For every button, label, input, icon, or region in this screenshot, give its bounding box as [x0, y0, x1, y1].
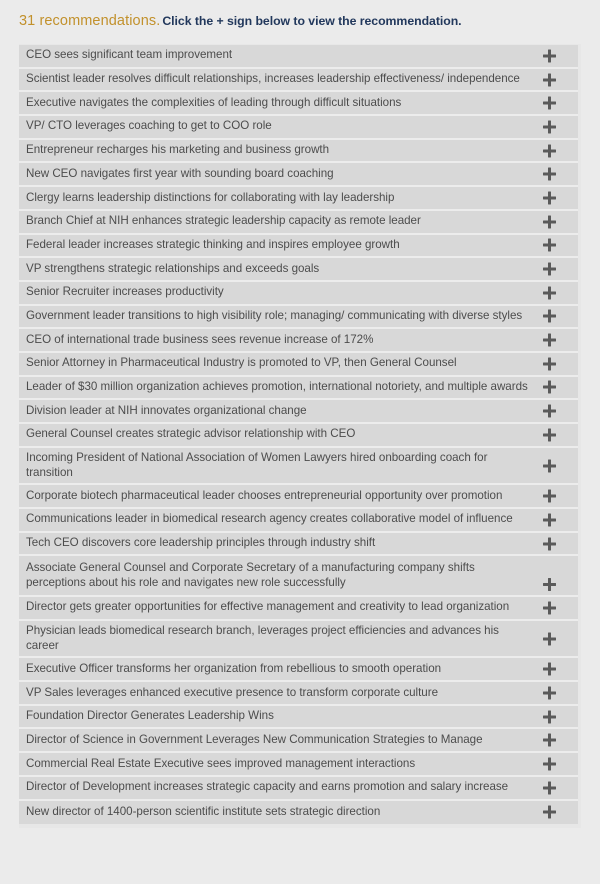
list-item-label: VP strengthens strategic relationships and exceeds goals: [26, 261, 320, 275]
list-item[interactable]: [19, 729, 578, 753]
list-item[interactable]: [19, 777, 578, 801]
list-item-label: Director of Development increases strategic capacity and earns promotion and salary increase: [26, 780, 509, 794]
plus-icon[interactable]: [543, 578, 556, 591]
list-item-label: Scientist leader resolves difficult relationships, increases leadership effectiveness/ independence: [26, 72, 520, 86]
plus-icon[interactable]: [543, 263, 556, 276]
list-item-label: Director gets greater opportunities for effective management and creativity to lead organization: [26, 600, 510, 614]
list-item-label: Senior Recruiter increases productivity: [26, 285, 224, 299]
page-header: [19, 11, 579, 31]
plus-icon[interactable]: [543, 513, 556, 526]
list-item-label: New director of 1400-person scientific institute sets strategic direction: [26, 804, 381, 818]
plus-icon[interactable]: [543, 663, 556, 676]
list-item[interactable]: [19, 235, 578, 259]
list-item[interactable]: [19, 658, 578, 682]
list-item-label: Associate General Counsel and Corporate Secretary of a manufacturing company shifts perceptions about his role and navigates new role successfully: [26, 561, 475, 590]
list-item[interactable]: [19, 682, 578, 706]
list-item[interactable]: [19, 211, 578, 235]
plus-icon[interactable]: [543, 490, 556, 503]
plus-icon[interactable]: [543, 168, 556, 181]
list-item[interactable]: [19, 485, 578, 509]
plus-icon[interactable]: [543, 781, 556, 794]
list-item-label: Director of Science in Government Leverages New Communication Strategies to Manage: [26, 732, 483, 746]
list-item-label: Executive Officer transforms her organization from rebellious to smooth operation: [26, 661, 442, 675]
recommendations-list: [19, 45, 578, 824]
plus-icon[interactable]: [543, 806, 556, 819]
list-item-label: Foundation Director Generates Leadership Wins: [26, 709, 274, 723]
list-item-label: Corporate biotech pharmaceutical leader chooses entrepreneurial opportunity over promotion: [26, 488, 503, 502]
plus-icon[interactable]: [543, 537, 556, 550]
list-item-label: CEO sees significant team improvement: [26, 48, 233, 62]
plus-icon[interactable]: [543, 357, 556, 370]
list-item-label: Leader of $30 million organization achieves promotion, international notoriety, and multiple awards: [26, 380, 528, 394]
plus-icon[interactable]: [543, 710, 556, 723]
list-item[interactable]: [19, 597, 578, 621]
plus-icon[interactable]: [543, 734, 556, 747]
plus-icon[interactable]: [543, 381, 556, 394]
list-item[interactable]: [19, 116, 578, 140]
list-item[interactable]: [19, 706, 578, 730]
list-item[interactable]: [19, 329, 578, 353]
list-item[interactable]: [19, 92, 578, 116]
plus-icon[interactable]: [543, 144, 556, 157]
list-item[interactable]: [19, 187, 578, 211]
list-item-label: Government leader transitions to high visibility role; managing/ communicating with diverse styles: [26, 308, 523, 322]
list-item-label: Division leader at NIH innovates organizational change: [26, 403, 307, 417]
plus-icon[interactable]: [543, 601, 556, 614]
list-item-label: Commercial Real Estate Executive sees improved management interactions: [26, 756, 416, 770]
plus-icon[interactable]: [543, 405, 556, 418]
plus-icon[interactable]: [543, 428, 556, 441]
list-item-label: General Counsel creates strategic advisor relationship with CEO: [26, 427, 356, 441]
plus-icon[interactable]: [543, 73, 556, 86]
list-item[interactable]: [19, 306, 578, 330]
list-item-label: Branch Chief at NIH enhances strategic leadership capacity as remote leader: [26, 214, 421, 228]
plus-icon[interactable]: [543, 334, 556, 347]
plus-icon[interactable]: [543, 97, 556, 110]
plus-icon[interactable]: [543, 191, 556, 204]
list-item-label: Executive navigates the complexities of leading through difficult situations: [26, 95, 402, 109]
recommendation-count: 31 recommendations.: [19, 13, 161, 29]
list-item[interactable]: [19, 533, 578, 557]
list-item[interactable]: [19, 163, 578, 187]
list-item[interactable]: [19, 353, 578, 377]
plus-icon[interactable]: [543, 120, 556, 133]
plus-icon[interactable]: [543, 632, 556, 645]
list-item-label: Physician leads biomedical research branch, leverages project efficiencies and advances his career: [26, 623, 499, 652]
list-item[interactable]: [19, 400, 578, 424]
plus-icon[interactable]: [543, 310, 556, 323]
list-item-label: Tech CEO discovers core leadership principles through industry shift: [26, 536, 376, 550]
plus-icon[interactable]: [543, 49, 556, 62]
list-item-label: VP/ CTO leverages coaching to get to COO role: [26, 119, 272, 133]
plus-icon[interactable]: [543, 459, 556, 472]
list-item[interactable]: [19, 448, 578, 486]
header-hint-text: Click the + sign below to view the recommendation.: [162, 14, 462, 28]
list-item-label: Senior Attorney in Pharmaceutical Industry is promoted to VP, then General Counsel: [26, 356, 457, 370]
list-item[interactable]: [19, 621, 578, 659]
recommendations-list-container: [19, 44, 581, 828]
list-item[interactable]: [19, 282, 578, 306]
plus-icon[interactable]: [543, 215, 556, 228]
list-item[interactable]: [19, 801, 578, 825]
list-item-label: Entrepreneur recharges his marketing and business growth: [26, 143, 330, 157]
list-item-label: VP Sales leverages enhanced executive presence to transform corporate culture: [26, 685, 438, 699]
list-item-label: Clergy learns leadership distinctions for collaborating with lay leadership: [26, 190, 395, 204]
list-item-label: New CEO navigates first year with sounding board coaching: [26, 166, 334, 180]
plus-icon[interactable]: [543, 286, 556, 299]
list-item[interactable]: [19, 377, 578, 401]
list-item[interactable]: [19, 753, 578, 777]
list-item[interactable]: [19, 509, 578, 533]
list-item-label: Communications leader in biomedical research agency creates collaborative model of influence: [26, 512, 513, 526]
plus-icon[interactable]: [543, 686, 556, 699]
plus-icon[interactable]: [543, 239, 556, 252]
list-item-label: Federal leader increases strategic thinking and inspires employee growth: [26, 237, 400, 251]
plus-icon[interactable]: [543, 758, 556, 771]
list-item[interactable]: [19, 45, 578, 69]
list-item[interactable]: [19, 258, 578, 282]
list-item-label: Incoming President of National Association of Women Lawyers hired onboarding coach for transition: [26, 450, 488, 479]
list-item[interactable]: [19, 69, 578, 93]
list-item[interactable]: [19, 424, 578, 448]
list-item-label: CEO of international trade business sees revenue increase of 172%: [26, 332, 374, 346]
list-item[interactable]: [19, 140, 578, 164]
list-item[interactable]: [19, 556, 578, 597]
